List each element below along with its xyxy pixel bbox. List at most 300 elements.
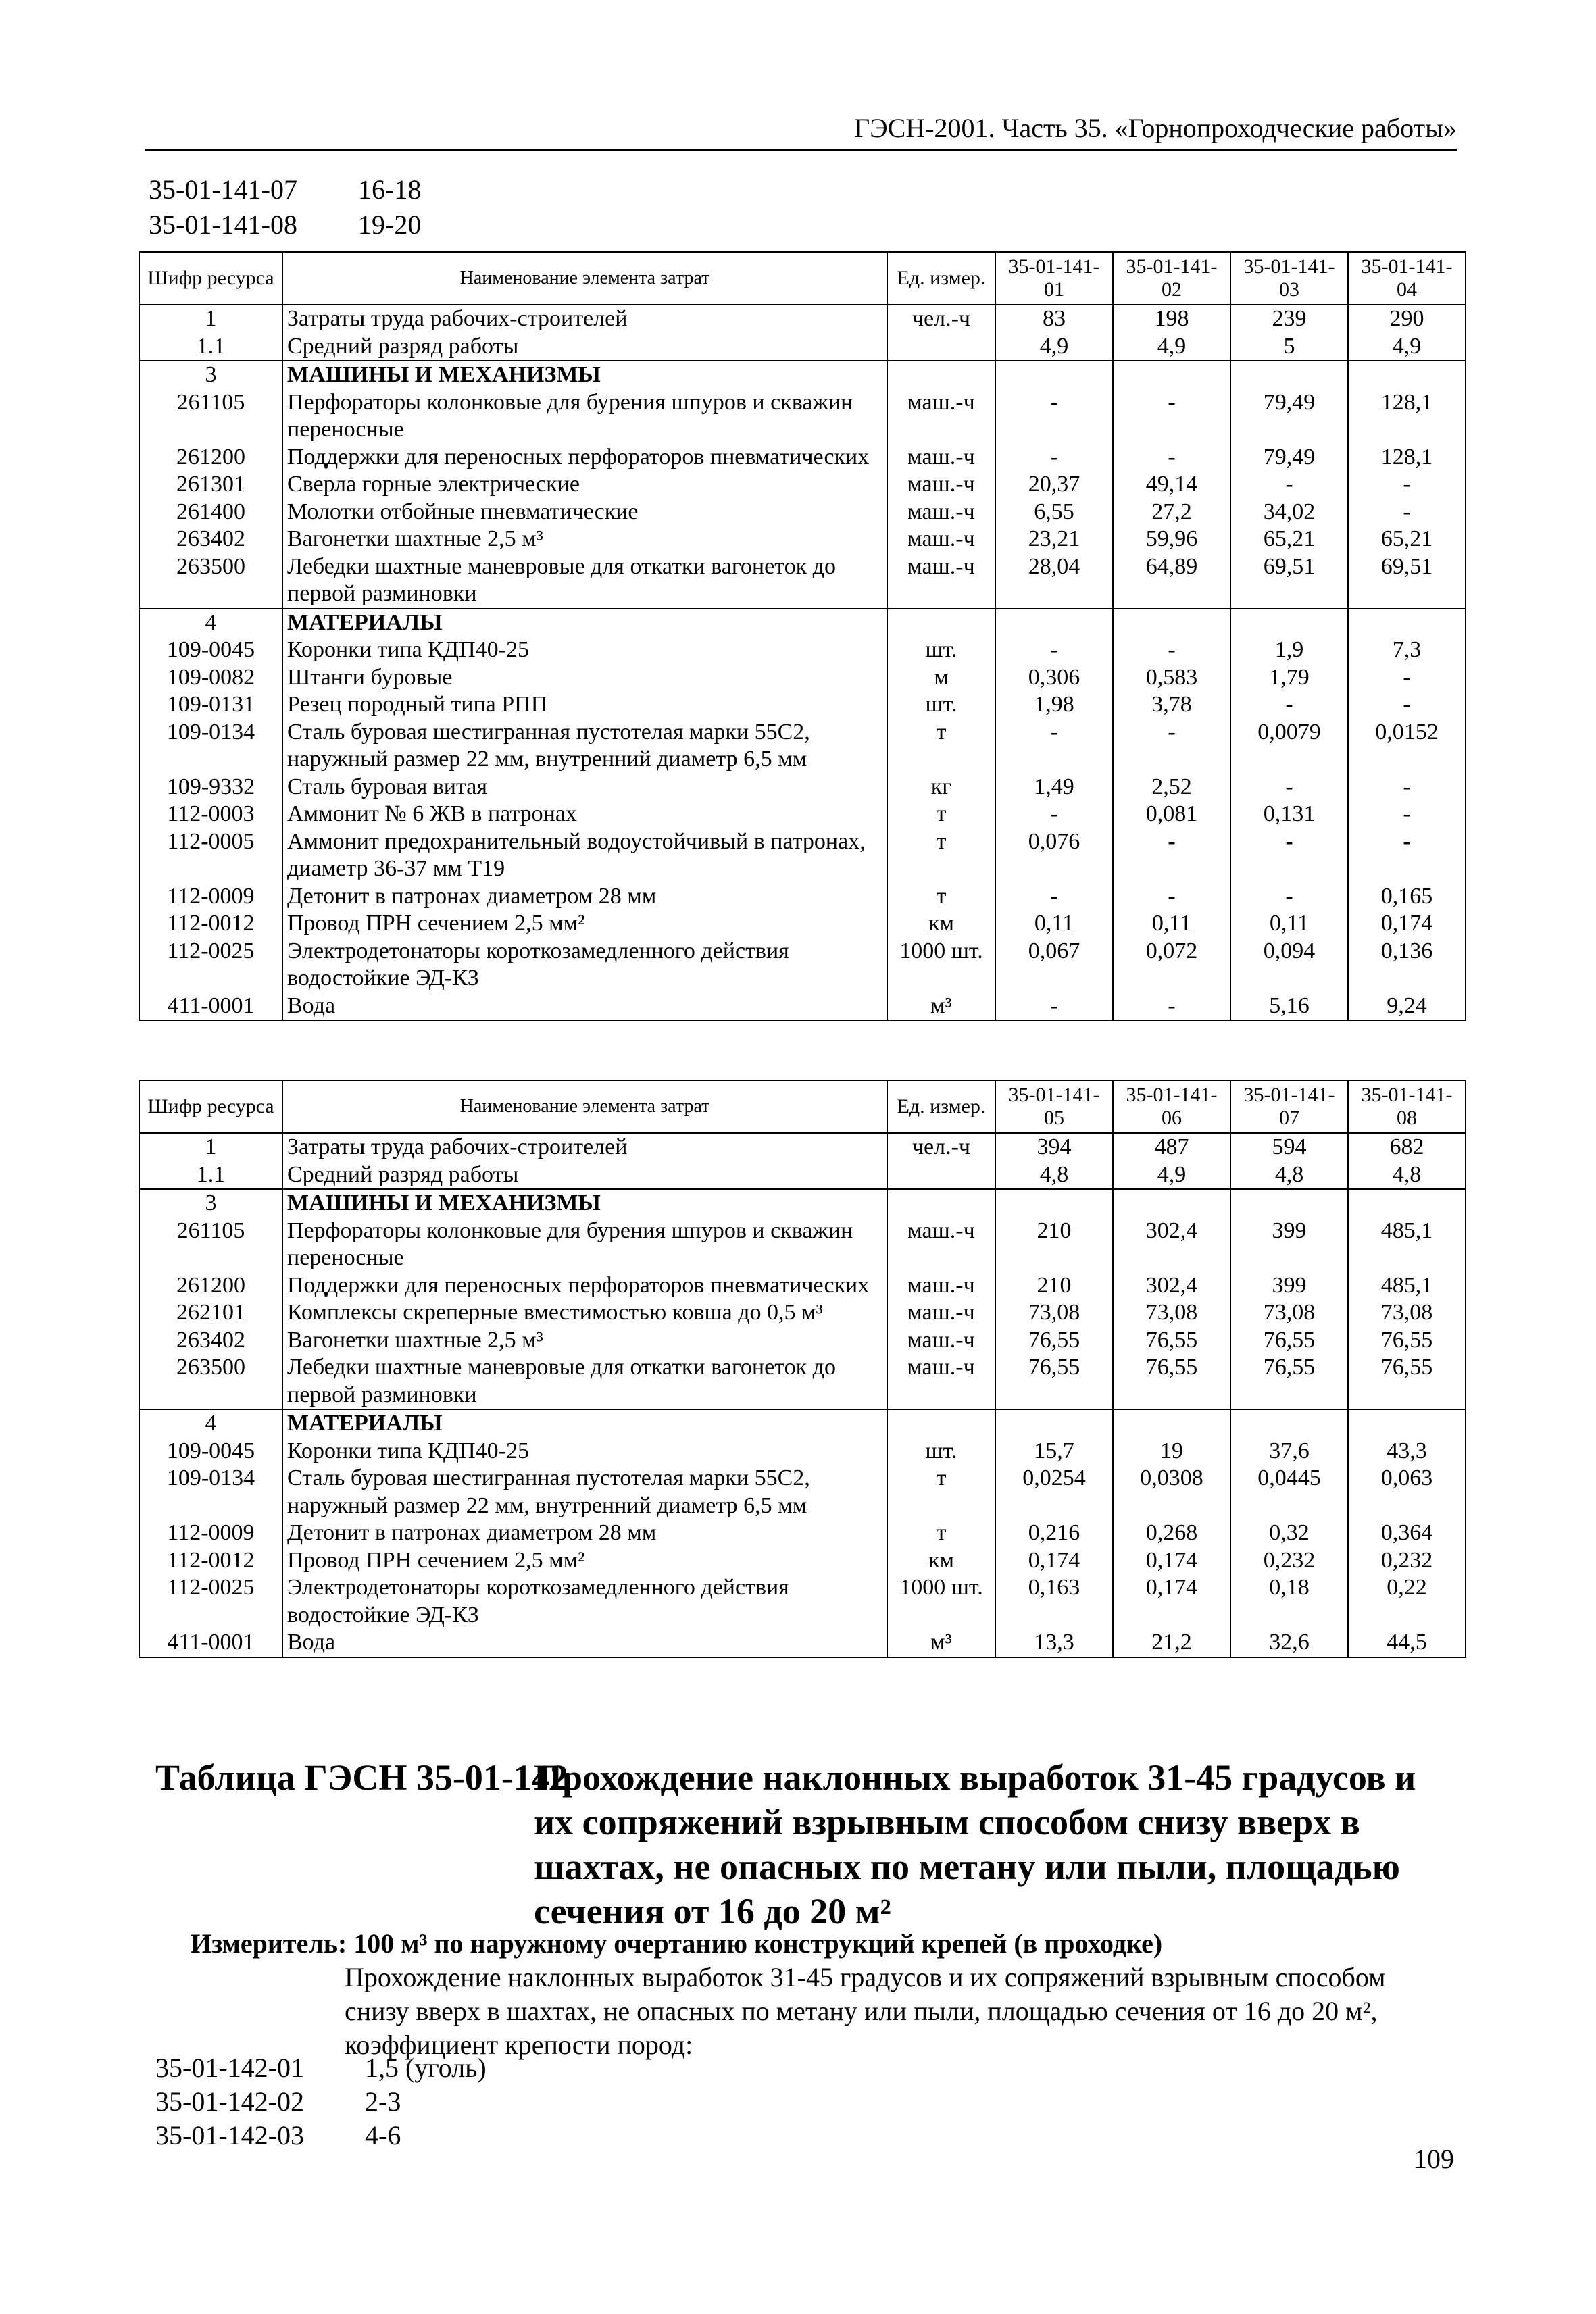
resource-code: 1 xyxy=(139,1133,282,1161)
resource-name: Поддержки для переносных перфораторов пневматических xyxy=(282,444,887,472)
resource-name: Сталь буровая витая xyxy=(282,774,887,801)
resource-value: - xyxy=(1348,664,1466,692)
table-row xyxy=(139,1354,1466,1409)
resource-value: 0,174 xyxy=(1113,1574,1230,1629)
resource-value: 3,78 xyxy=(1113,691,1230,719)
resource-name: Сверла горные электрические xyxy=(282,471,887,499)
table-row xyxy=(139,883,1466,911)
resource-value: 76,55 xyxy=(1113,1354,1230,1409)
resource-value xyxy=(1348,609,1466,637)
table-row xyxy=(139,1161,1466,1190)
resource-value: 1,9 xyxy=(1230,636,1348,664)
resource-value: 0,0079 xyxy=(1230,719,1348,774)
resource-value: - xyxy=(995,801,1113,828)
resource-value: 0,0254 xyxy=(995,1465,1113,1519)
resource-value: 34,02 xyxy=(1230,499,1348,526)
resource-value xyxy=(1113,1409,1230,1438)
resource-unit xyxy=(887,1161,995,1190)
resource-code: 109-0045 xyxy=(139,1438,282,1465)
resource-value: - xyxy=(1230,828,1348,883)
resource-code: 112-0025 xyxy=(139,1574,282,1629)
table-row xyxy=(139,1217,1466,1272)
resource-value: 399 xyxy=(1230,1272,1348,1300)
resource-value: 5 xyxy=(1230,333,1348,361)
table-row xyxy=(139,691,1466,719)
code-value: 16-18 xyxy=(358,174,422,205)
table-row xyxy=(139,389,1466,444)
resource-code: 112-0012 xyxy=(139,1547,282,1575)
resource-value: 79,49 xyxy=(1230,389,1348,444)
resource-code: 109-0134 xyxy=(139,719,282,774)
resource-value: - xyxy=(995,883,1113,911)
resource-value: 76,55 xyxy=(1348,1354,1466,1409)
code-row xyxy=(155,2051,487,2085)
resource-unit: шт. xyxy=(887,636,995,664)
resource-value: - xyxy=(995,992,1113,1021)
resource-value: - xyxy=(995,444,1113,472)
resource-value: 4,9 xyxy=(1113,1161,1230,1190)
resource-code: 262101 xyxy=(139,1299,282,1327)
resource-value: 239 xyxy=(1230,305,1348,333)
resource-value: 0,094 xyxy=(1230,938,1348,992)
resource-value: 0,0308 xyxy=(1113,1465,1230,1519)
table-body xyxy=(139,1133,1466,1657)
resource-value: 0,174 xyxy=(995,1547,1113,1575)
resource-value: 4,8 xyxy=(1230,1161,1348,1190)
code-value: 1,5 (уголь) xyxy=(365,2053,487,2083)
header-col: 35-01-141-01 xyxy=(995,252,1113,305)
resource-value: 76,55 xyxy=(1113,1327,1230,1355)
code: 35-01-142-01 xyxy=(155,2053,304,2083)
resource-code: 109-9332 xyxy=(139,774,282,801)
header-unit: Ед. измер. xyxy=(887,1080,995,1133)
resource-code: 261200 xyxy=(139,444,282,472)
resource-value: 0,165 xyxy=(1348,883,1466,911)
resource-value: - xyxy=(995,719,1113,774)
header-code: Шифр ресурса xyxy=(139,252,282,305)
resource-name: Провод ПРН сечением 2,5 мм² xyxy=(282,910,887,938)
resource-value: - xyxy=(1113,719,1230,774)
resource-value: 210 xyxy=(995,1217,1113,1272)
resource-value: 0,163 xyxy=(995,1574,1113,1629)
header-unit: Ед. измер. xyxy=(887,252,995,305)
resource-value: - xyxy=(1348,471,1466,499)
resource-name: Детонит в патронах диаметром 28 мм xyxy=(282,1519,887,1547)
resource-value: 394 xyxy=(995,1133,1113,1161)
code-row xyxy=(155,2119,487,2153)
resource-value: 0,11 xyxy=(1230,910,1348,938)
resource-name: Средний разряд работы xyxy=(282,333,887,361)
resource-code: 109-0082 xyxy=(139,664,282,692)
resource-name: Перфораторы колонковые для бурения шпуров и скважин переносные xyxy=(282,389,887,444)
resource-unit: чел.-ч xyxy=(887,305,995,333)
resource-code: 1.1 xyxy=(139,1161,282,1190)
measure-unit: Измеритель: 100 м³ по наружному очертанию конструкций крепей (в проходке) xyxy=(191,1928,1163,1959)
resource-value: 198 xyxy=(1113,305,1230,333)
resource-name: Электродетонаторы короткозамедленного действия водостойкие ЭД-КЗ xyxy=(282,938,887,992)
resource-name: Лебедки шахтные маневровые для откатки вагонеток до первой разминовки xyxy=(282,1354,887,1409)
resource-unit xyxy=(887,333,995,361)
resource-value: 2,52 xyxy=(1113,774,1230,801)
resource-value: 73,08 xyxy=(1230,1299,1348,1327)
resource-value: - xyxy=(1348,828,1466,883)
resource-name: Детонит в патронах диаметром 28 мм xyxy=(282,883,887,911)
resource-unit: маш.-ч xyxy=(887,1299,995,1327)
code-value: 19-20 xyxy=(358,209,422,240)
resource-unit: км xyxy=(887,1547,995,1575)
resource-value xyxy=(1348,1409,1466,1438)
resource-value: - xyxy=(1230,691,1348,719)
resource-value: 0,081 xyxy=(1113,801,1230,828)
resource-value: 37,6 xyxy=(1230,1438,1348,1465)
resource-value xyxy=(1348,361,1466,389)
resource-value: 13,3 xyxy=(995,1629,1113,1657)
resource-code: 112-0012 xyxy=(139,910,282,938)
resource-name: Средний разряд работы xyxy=(282,1161,887,1190)
header-code: Шифр ресурса xyxy=(139,1080,282,1133)
table-row xyxy=(139,1133,1466,1161)
resource-code: 1.1 xyxy=(139,333,282,361)
resource-value: - xyxy=(995,389,1113,444)
table-row xyxy=(139,1465,1466,1519)
header-col: 35-01-141-02 xyxy=(1113,252,1230,305)
code-value: 4-6 xyxy=(365,2120,401,2150)
resource-code: 109-0131 xyxy=(139,691,282,719)
resource-unit: маш.-ч xyxy=(887,1217,995,1272)
resource-unit: т xyxy=(887,1519,995,1547)
resource-value: 79,49 xyxy=(1230,444,1348,472)
resource-name: Лебедки шахтные маневровые для откатки вагонеток до первой разминовки xyxy=(282,553,887,609)
header-col: 35-01-141-03 xyxy=(1230,252,1348,305)
resource-value: 76,55 xyxy=(1348,1327,1466,1355)
resource-code: 263402 xyxy=(139,526,282,553)
resource-value: 0,232 xyxy=(1230,1547,1348,1575)
section-title-lead: Таблица ГЭСН 35-01-142 xyxy=(155,1757,568,1798)
header-col: 35-01-141-04 xyxy=(1348,252,1466,305)
resource-value: 302,4 xyxy=(1113,1217,1230,1272)
resource-value: 43,3 xyxy=(1348,1438,1466,1465)
resource-code: 112-0005 xyxy=(139,828,282,883)
resource-value: 73,08 xyxy=(995,1299,1113,1327)
resource-code: 261200 xyxy=(139,1272,282,1300)
resource-value: 0,063 xyxy=(1348,1465,1466,1519)
section-title-text: Прохождение наклонных выработок 31-45 градусов и их сопряжений взрывным способом снизу вверх в шахтах, не опасных по метану или пыли, площадью сечения от 16 до 20 м² xyxy=(534,1757,1416,1932)
resource-value: 20,37 xyxy=(995,471,1113,499)
resource-unit: маш.-ч xyxy=(887,471,995,499)
resource-value: 4,9 xyxy=(1113,333,1230,361)
resource-value xyxy=(1230,1409,1348,1438)
resource-value: - xyxy=(1348,691,1466,719)
resource-unit xyxy=(887,1189,995,1217)
resource-code: 109-0045 xyxy=(139,636,282,664)
resource-value: - xyxy=(1113,828,1230,883)
resource-name: Электродетонаторы короткозамедленного действия водостойкие ЭД-КЗ xyxy=(282,1574,887,1629)
resource-name: Сталь буровая шестигранная пустотелая марки 55С2, наружный размер 22 мм, внутренний диаметр 6,5 мм xyxy=(282,1465,887,1519)
resource-value: 59,96 xyxy=(1113,526,1230,553)
resource-unit: шт. xyxy=(887,691,995,719)
resource-unit: т xyxy=(887,828,995,883)
resource-value: - xyxy=(1348,774,1466,801)
resource-name: Перфораторы колонковые для бурения шпуров и скважин переносные xyxy=(282,1217,887,1272)
resource-value: 0,32 xyxy=(1230,1519,1348,1547)
table-row xyxy=(139,992,1466,1021)
table-row xyxy=(139,444,1466,472)
resource-value: - xyxy=(1230,774,1348,801)
resource-value: 290 xyxy=(1348,305,1466,333)
resource-table-1 xyxy=(139,251,1466,1021)
resource-unit: м³ xyxy=(887,992,995,1021)
resource-value: 0,174 xyxy=(1113,1547,1230,1575)
resource-value: 0,268 xyxy=(1113,1519,1230,1547)
resource-unit: маш.-ч xyxy=(887,499,995,526)
resource-value: - xyxy=(995,636,1113,664)
resource-value: 0,306 xyxy=(995,664,1113,692)
resource-value xyxy=(995,1189,1113,1217)
resource-value: 210 xyxy=(995,1272,1113,1300)
resource-value: 128,1 xyxy=(1348,444,1466,472)
resource-value: 0,131 xyxy=(1230,801,1348,828)
resource-name: Поддержки для переносных перфораторов пневматических xyxy=(282,1272,887,1300)
resource-value: - xyxy=(1113,883,1230,911)
resource-value xyxy=(995,361,1113,389)
resource-name: Аммонит предохранительный водоустойчивый в патронах, диаметр 36-37 мм Т19 xyxy=(282,828,887,883)
resource-unit: т xyxy=(887,801,995,828)
table-row xyxy=(139,471,1466,499)
table-row xyxy=(139,526,1466,553)
resource-unit: т xyxy=(887,883,995,911)
resource-unit: шт. xyxy=(887,1438,995,1465)
resource-value: 73,08 xyxy=(1113,1299,1230,1327)
resource-value: 594 xyxy=(1230,1133,1348,1161)
resource-name: Вода xyxy=(282,1629,887,1657)
table-body xyxy=(139,305,1466,1020)
resource-unit: кг xyxy=(887,774,995,801)
resource-unit: маш.-ч xyxy=(887,526,995,553)
resource-unit: маш.-ч xyxy=(887,389,995,444)
resource-value: 0,076 xyxy=(995,828,1113,883)
resource-value: 4,8 xyxy=(995,1161,1113,1190)
resource-value: 19 xyxy=(1113,1438,1230,1465)
header-col: 35-01-141-07 xyxy=(1230,1080,1348,1133)
code-row xyxy=(149,172,493,207)
table-row xyxy=(139,828,1466,883)
resource-unit xyxy=(887,609,995,637)
resource-value: 0,174 xyxy=(1348,910,1466,938)
resource-unit: маш.-ч xyxy=(887,1327,995,1355)
resource-value: 83 xyxy=(995,305,1113,333)
resource-value: 0,22 xyxy=(1348,1574,1466,1629)
resource-code: 261301 xyxy=(139,471,282,499)
resource-table-2 xyxy=(139,1080,1466,1658)
resource-name: Провод ПРН сечением 2,5 мм² xyxy=(282,1547,887,1575)
resource-code: 411-0001 xyxy=(139,1629,282,1657)
resource-value: 6,55 xyxy=(995,499,1113,526)
resource-name: Сталь буровая шестигранная пустотелая марки 55С2, наружный размер 22 мм, внутренний диаметр 6,5 мм xyxy=(282,719,887,774)
resource-value xyxy=(1348,1189,1466,1217)
resource-value xyxy=(1113,361,1230,389)
resource-value: 399 xyxy=(1230,1217,1348,1272)
resource-value xyxy=(1113,609,1230,637)
resource-value: 76,55 xyxy=(995,1354,1113,1409)
resource-value: 65,21 xyxy=(1230,526,1348,553)
resource-code: 109-0134 xyxy=(139,1465,282,1519)
resource-unit: 1000 шт. xyxy=(887,1574,995,1629)
resource-value: 21,2 xyxy=(1113,1629,1230,1657)
table-header-row xyxy=(139,252,1466,305)
table-row xyxy=(139,774,1466,801)
resource-value: - xyxy=(1348,499,1466,526)
resource-value: - xyxy=(1230,471,1348,499)
resource-name: Комплексы скреперные вместимостью ковша до 0,5 м³ xyxy=(282,1299,887,1327)
table-row xyxy=(139,664,1466,692)
resource-value: 69,51 xyxy=(1230,553,1348,609)
resource-value: 1,49 xyxy=(995,774,1113,801)
resource-code: 4 xyxy=(139,1409,282,1438)
resource-name: МАШИНЫ И МЕХАНИЗМЫ xyxy=(282,361,887,389)
resource-value: 32,6 xyxy=(1230,1629,1348,1657)
resource-value: 49,14 xyxy=(1113,471,1230,499)
header-col: 35-01-141-08 xyxy=(1348,1080,1466,1133)
table-row xyxy=(139,499,1466,526)
resource-value: 0,11 xyxy=(1113,910,1230,938)
table-row xyxy=(139,910,1466,938)
resource-unit: маш.-ч xyxy=(887,553,995,609)
resource-name: Вагонетки шахтные 2,5 м³ xyxy=(282,526,887,553)
page-header: ГЭСН-2001. Часть 35. «Горнопроходческие работы» xyxy=(145,108,1457,151)
resource-unit: чел.-ч xyxy=(887,1133,995,1161)
resource-name: МАТЕРИАЛЫ xyxy=(282,609,887,637)
resource-value: 4,9 xyxy=(1348,333,1466,361)
resource-code: 112-0003 xyxy=(139,801,282,828)
resource-code: 112-0009 xyxy=(139,883,282,911)
page-number: 109 xyxy=(1414,2144,1454,2174)
resource-name: МАТЕРИАЛЫ xyxy=(282,1409,887,1438)
resource-value: 0,364 xyxy=(1348,1519,1466,1547)
measure-description: Прохождение наклонных выработок 31-45 градусов и их сопряжений взрывным способом снизу вверх в шахтах, не опасных по метану или пыли, площадью сечения от 16 до 20 м², коэффициент крепости пород: xyxy=(345,1962,1386,2060)
resource-code: 263402 xyxy=(139,1327,282,1355)
resource-value: - xyxy=(1113,992,1230,1021)
resource-value: 1,98 xyxy=(995,691,1113,719)
resource-code: 263500 xyxy=(139,1354,282,1409)
resource-code: 261105 xyxy=(139,389,282,444)
resource-value: 302,4 xyxy=(1113,1272,1230,1300)
resource-value: 485,1 xyxy=(1348,1217,1466,1272)
resource-value: 682 xyxy=(1348,1133,1466,1161)
table-row xyxy=(139,1409,1466,1438)
resource-value xyxy=(1230,609,1348,637)
resource-value xyxy=(995,609,1113,637)
resource-value: 0,232 xyxy=(1348,1547,1466,1575)
resource-value: 9,24 xyxy=(1348,992,1466,1021)
resource-value: 0,0445 xyxy=(1230,1465,1348,1519)
resource-value: 76,55 xyxy=(995,1327,1113,1355)
resource-value: 0,072 xyxy=(1113,938,1230,992)
section-codes-list xyxy=(155,2051,487,2153)
resource-name: Резец породный типа РПП xyxy=(282,691,887,719)
resource-value: 76,55 xyxy=(1230,1327,1348,1355)
header-name: Наименование элемента затрат xyxy=(282,252,887,305)
resource-code: 112-0025 xyxy=(139,938,282,992)
resource-value: 44,5 xyxy=(1348,1629,1466,1657)
resource-value: 23,21 xyxy=(995,526,1113,553)
resource-unit: маш.-ч xyxy=(887,444,995,472)
resource-value: 0,583 xyxy=(1113,664,1230,692)
table-row xyxy=(139,1272,1466,1300)
code: 35-01-141-08 xyxy=(149,209,297,240)
table-row xyxy=(139,361,1466,389)
resource-value: 73,08 xyxy=(1348,1299,1466,1327)
resource-value: - xyxy=(1113,444,1230,472)
table-row xyxy=(139,719,1466,774)
resource-value: 27,2 xyxy=(1113,499,1230,526)
resource-value: 15,7 xyxy=(995,1438,1113,1465)
resource-value: 0,18 xyxy=(1230,1574,1348,1629)
resource-value: 7,3 xyxy=(1348,636,1466,664)
resource-unit: м xyxy=(887,664,995,692)
resource-value: - xyxy=(1113,389,1230,444)
resource-code: 263500 xyxy=(139,553,282,609)
table-row xyxy=(139,1629,1466,1657)
resource-value: 65,21 xyxy=(1348,526,1466,553)
resource-value: 4,8 xyxy=(1348,1161,1466,1190)
resource-name: Коронки типа КДП40-25 xyxy=(282,636,887,664)
table-row xyxy=(139,1299,1466,1327)
resource-value: - xyxy=(1113,636,1230,664)
resource-value xyxy=(1230,1189,1348,1217)
resource-unit: км xyxy=(887,910,995,938)
table-row xyxy=(139,609,1466,637)
resource-value: 0,216 xyxy=(995,1519,1113,1547)
table-row xyxy=(139,333,1466,361)
resource-name: Вагонетки шахтные 2,5 м³ xyxy=(282,1327,887,1355)
table-row xyxy=(139,1189,1466,1217)
resource-code: 1 xyxy=(139,305,282,333)
resource-code: 3 xyxy=(139,1189,282,1217)
resource-unit: маш.-ч xyxy=(887,1354,995,1409)
resource-value: 487 xyxy=(1113,1133,1230,1161)
code-row xyxy=(155,2085,487,2119)
resource-code: 4 xyxy=(139,609,282,637)
code: 35-01-142-03 xyxy=(155,2120,304,2150)
resource-value: 0,067 xyxy=(995,938,1113,992)
resource-value: 0,0152 xyxy=(1348,719,1466,774)
resource-name: Затраты труда рабочих-строителей xyxy=(282,1133,887,1161)
code-value: 2-3 xyxy=(365,2086,401,2117)
resource-value: - xyxy=(1230,883,1348,911)
table-row xyxy=(139,801,1466,828)
table-row xyxy=(139,305,1466,333)
table-row xyxy=(139,938,1466,992)
table-row xyxy=(139,1547,1466,1575)
resource-value: - xyxy=(1348,801,1466,828)
resource-code: 3 xyxy=(139,361,282,389)
table-row xyxy=(139,1327,1466,1355)
resource-value: 128,1 xyxy=(1348,389,1466,444)
resource-value: 4,9 xyxy=(995,333,1113,361)
resource-unit: м³ xyxy=(887,1629,995,1657)
resource-value: 76,55 xyxy=(1230,1354,1348,1409)
header-col: 35-01-141-06 xyxy=(1113,1080,1230,1133)
resource-value xyxy=(995,1409,1113,1438)
code-row xyxy=(149,207,493,243)
resource-name: Аммонит № 6 ЖВ в патронах xyxy=(282,801,887,828)
resource-name: Коронки типа КДП40-25 xyxy=(282,1438,887,1465)
resource-code: 261400 xyxy=(139,499,282,526)
header-col: 35-01-141-05 xyxy=(995,1080,1113,1133)
resource-value xyxy=(1113,1189,1230,1217)
resource-name: Молотки отбойные пневматические xyxy=(282,499,887,526)
table-row xyxy=(139,1438,1466,1465)
